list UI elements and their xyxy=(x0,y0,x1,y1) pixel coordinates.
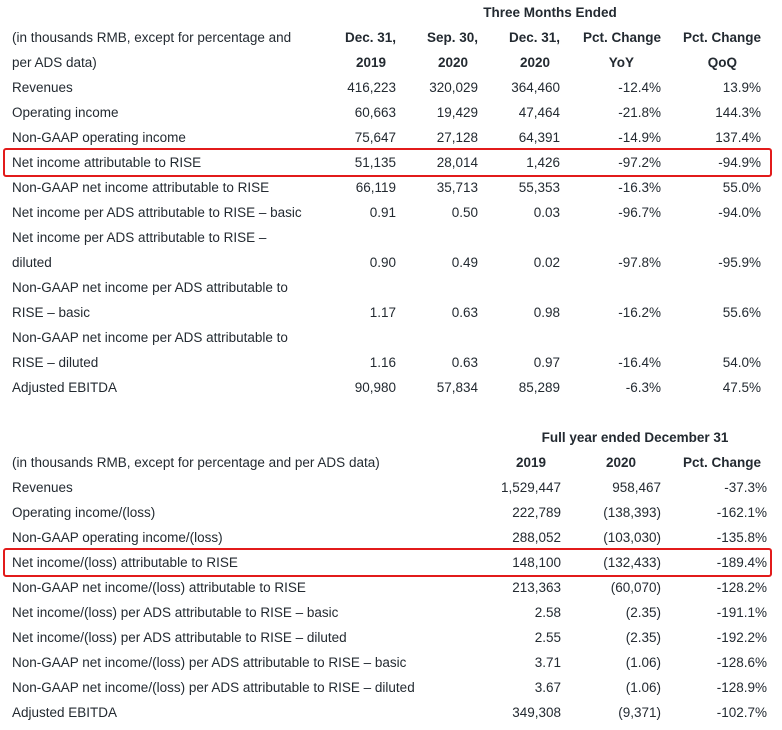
cell-dec2020: 64,391 xyxy=(518,130,560,145)
cell-fy2020: (1.06) xyxy=(625,655,661,670)
row-label: Non-GAAP net income/(loss) attributable to RISE xyxy=(12,580,306,595)
row-label: Net income attributable to RISE xyxy=(12,155,202,170)
cell-fy2020: 958,467 xyxy=(612,480,661,495)
cell-yoy: -12.4% xyxy=(618,80,661,95)
table-row xyxy=(0,100,782,125)
row-label: Revenues xyxy=(12,480,73,495)
row-label: Net income per ADS attributable to RISE – xyxy=(12,230,267,245)
quarterly-highlight-box xyxy=(3,148,772,177)
col-header-qoq-line1: Pct. Change xyxy=(682,30,761,45)
cell-dec2020: 0.03 xyxy=(533,205,560,220)
table-row xyxy=(0,600,782,625)
row-label: Operating income/(loss) xyxy=(12,505,156,520)
table-row xyxy=(0,575,782,600)
row-label: Net income/(loss) per ADS attributable to RISE – basic xyxy=(12,605,339,620)
cell-sep2020: 28,014 xyxy=(436,155,478,170)
table-row xyxy=(0,350,782,375)
row-label: Net income per ADS attributable to RISE – basic xyxy=(12,205,302,220)
cell-pct-change: -128.2% xyxy=(716,580,767,595)
cell-fy2019: 349,308 xyxy=(512,705,561,720)
cell-fy2019: 222,789 xyxy=(512,505,561,520)
cell-fy2019: 288,052 xyxy=(512,530,561,545)
cell-dec2020: 364,460 xyxy=(511,80,560,95)
row-label: Adjusted EBITDA xyxy=(12,380,118,395)
table-row xyxy=(0,375,782,400)
cell-qoq: -94.0% xyxy=(718,205,761,220)
cell-fy2020: (60,070) xyxy=(610,580,661,595)
cell-yoy: -97.8% xyxy=(618,255,661,270)
row-label: Non-GAAP net income/(loss) per ADS attributable to RISE – basic xyxy=(12,655,407,670)
cell-fy2020: (2.35) xyxy=(625,630,661,645)
col-header-dec2020-line1: Dec. 31, xyxy=(508,30,560,45)
cell-dec2020: 0.02 xyxy=(533,255,560,270)
cell-sep2020: 27,128 xyxy=(436,130,478,145)
col-header-fy2020: 2020 xyxy=(605,455,636,470)
cell-yoy: -96.7% xyxy=(618,205,661,220)
cell-sep2020: 320,029 xyxy=(429,80,478,95)
cell-sep2020: 35,713 xyxy=(436,180,478,195)
cell-yoy: -14.9% xyxy=(618,130,661,145)
cell-qoq: 144.3% xyxy=(715,105,761,120)
table-row xyxy=(0,525,782,550)
row-label: RISE – basic xyxy=(12,305,91,320)
cell-sep2020: 0.49 xyxy=(451,255,478,270)
table-row xyxy=(0,650,782,675)
cell-dec2019: 1.17 xyxy=(369,305,396,320)
table-row xyxy=(0,275,782,300)
cell-qoq: 137.4% xyxy=(715,130,761,145)
col-header-qoq-line2: QoQ xyxy=(707,55,737,70)
row-label: Adjusted EBITDA xyxy=(12,705,118,720)
table-row xyxy=(0,225,782,250)
col-header-dec2019-line1: Dec. 31, xyxy=(344,30,396,45)
quarterly-group-header: Three Months Ended xyxy=(483,5,617,20)
full-year-group-header: Full year ended December 31 xyxy=(541,430,729,445)
cell-dec2019: 0.90 xyxy=(369,255,396,270)
col-header-dec2019-line2: 2019 xyxy=(355,55,386,70)
quarterly-header-row-1 xyxy=(0,25,782,50)
header-caption-line-1: (in thousands RMB, except for percentage and xyxy=(12,30,292,45)
cell-pct-change: -189.4% xyxy=(716,555,767,570)
table-row xyxy=(0,200,782,225)
cell-yoy: -16.4% xyxy=(618,355,661,370)
cell-pct-change: -37.3% xyxy=(724,480,767,495)
cell-qoq: -94.9% xyxy=(718,155,761,170)
cell-dec2020: 47,464 xyxy=(518,105,560,120)
cell-dec2019: 66,119 xyxy=(355,180,396,195)
cell-qoq: 54.0% xyxy=(722,355,761,370)
cell-qoq: 47.5% xyxy=(722,380,761,395)
cell-yoy: -16.3% xyxy=(618,180,661,195)
cell-fy2020: (1.06) xyxy=(625,680,661,695)
cell-sep2020: 57,834 xyxy=(436,380,478,395)
col-header-fy2019: 2019 xyxy=(515,455,546,470)
cell-fy2019: 3.67 xyxy=(534,680,561,695)
cell-yoy: -6.3% xyxy=(625,380,661,395)
row-label: Non-GAAP operating income xyxy=(12,130,186,145)
full-year-highlight-box xyxy=(3,548,772,577)
cell-pct-change: -162.1% xyxy=(716,505,767,520)
cell-qoq: -95.9% xyxy=(718,255,761,270)
table-row xyxy=(0,300,782,325)
cell-dec2019: 90,980 xyxy=(354,380,396,395)
row-label: Revenues xyxy=(12,80,73,95)
cell-pct-change: -128.6% xyxy=(716,655,767,670)
full-year-header-row xyxy=(0,450,782,475)
table-row xyxy=(0,475,782,500)
cell-qoq: 13.9% xyxy=(722,80,761,95)
cell-yoy: -97.2% xyxy=(618,155,661,170)
cell-sep2020: 0.63 xyxy=(451,355,478,370)
cell-pct-change: -192.2% xyxy=(716,630,767,645)
quarterly-header-row-2 xyxy=(0,50,782,75)
row-label: Non-GAAP operating income/(loss) xyxy=(12,530,223,545)
cell-fy2019: 2.58 xyxy=(534,605,561,620)
cell-fy2020: (9,371) xyxy=(618,705,661,720)
cell-dec2020: 0.97 xyxy=(533,355,560,370)
cell-dec2019: 0.91 xyxy=(369,205,396,220)
cell-dec2019: 1.16 xyxy=(369,355,396,370)
table-row xyxy=(0,700,782,725)
table-row xyxy=(0,675,782,700)
cell-sep2020: 19,429 xyxy=(436,105,478,120)
cell-dec2019: 51,135 xyxy=(354,155,396,170)
cell-fy2019: 148,100 xyxy=(512,555,561,570)
cell-yoy: -21.8% xyxy=(618,105,661,120)
row-label: diluted xyxy=(12,255,52,270)
row-label: Non-GAAP net income per ADS attributable to xyxy=(12,330,288,345)
cell-pct-change: -135.8% xyxy=(716,530,767,545)
col-header-yoy-line1: Pct. Change xyxy=(582,30,661,45)
col-header-yoy-line2: YoY xyxy=(608,55,634,70)
cell-yoy: -16.2% xyxy=(618,305,661,320)
cell-dec2020: 0.98 xyxy=(533,305,560,320)
cell-dec2019: 60,663 xyxy=(354,105,396,120)
col-header-dec2020-line2: 2020 xyxy=(519,55,550,70)
cell-fy2019: 1,529,447 xyxy=(500,480,561,495)
row-label: Net income/(loss) per ADS attributable to RISE – diluted xyxy=(12,630,347,645)
cell-fy2019: 2.55 xyxy=(534,630,561,645)
row-label: Non-GAAP net income/(loss) per ADS attributable to RISE – diluted xyxy=(12,680,415,695)
row-label: Non-GAAP net income per ADS attributable to xyxy=(12,280,288,295)
table-row xyxy=(0,175,782,200)
cell-dec2019: 416,223 xyxy=(347,80,396,95)
cell-qoq: 55.6% xyxy=(722,305,761,320)
full-year-header-caption: (in thousands RMB, except for percentage and per ADS data) xyxy=(12,455,380,470)
col-header-sep2020-line1: Sep. 30, xyxy=(426,30,478,45)
cell-fy2020: (138,393) xyxy=(603,505,661,520)
table-row xyxy=(0,325,782,350)
cell-fy2020: (132,433) xyxy=(603,555,661,570)
col-header-fy-pct-change: Pct. Change xyxy=(682,455,761,470)
cell-dec2020: 1,426 xyxy=(526,155,560,170)
table-row xyxy=(0,250,782,275)
row-label: RISE – diluted xyxy=(12,355,99,370)
cell-dec2019: 75,647 xyxy=(354,130,396,145)
cell-pct-change: -191.1% xyxy=(716,605,767,620)
cell-dec2020: 55,353 xyxy=(518,180,560,195)
col-header-sep2020-line2: 2020 xyxy=(437,55,468,70)
table-row xyxy=(0,500,782,525)
cell-fy2019: 3.71 xyxy=(534,655,561,670)
table-row xyxy=(0,125,782,150)
cell-qoq: 55.0% xyxy=(722,180,761,195)
cell-fy2020: (103,030) xyxy=(603,530,661,545)
table-row xyxy=(0,75,782,100)
cell-pct-change: -102.7% xyxy=(716,705,767,720)
table-row xyxy=(0,625,782,650)
cell-sep2020: 0.63 xyxy=(451,305,478,320)
cell-fy2019: 213,363 xyxy=(512,580,561,595)
row-label: Operating income xyxy=(12,105,119,120)
cell-sep2020: 0.50 xyxy=(451,205,478,220)
cell-fy2020: (2.35) xyxy=(625,605,661,620)
row-label: Net income/(loss) attributable to RISE xyxy=(12,555,238,570)
cell-dec2020: 85,289 xyxy=(518,380,560,395)
cell-pct-change: -128.9% xyxy=(716,680,767,695)
header-caption-line-2: per ADS data) xyxy=(12,55,97,70)
row-label: Non-GAAP net income attributable to RISE xyxy=(12,180,270,195)
